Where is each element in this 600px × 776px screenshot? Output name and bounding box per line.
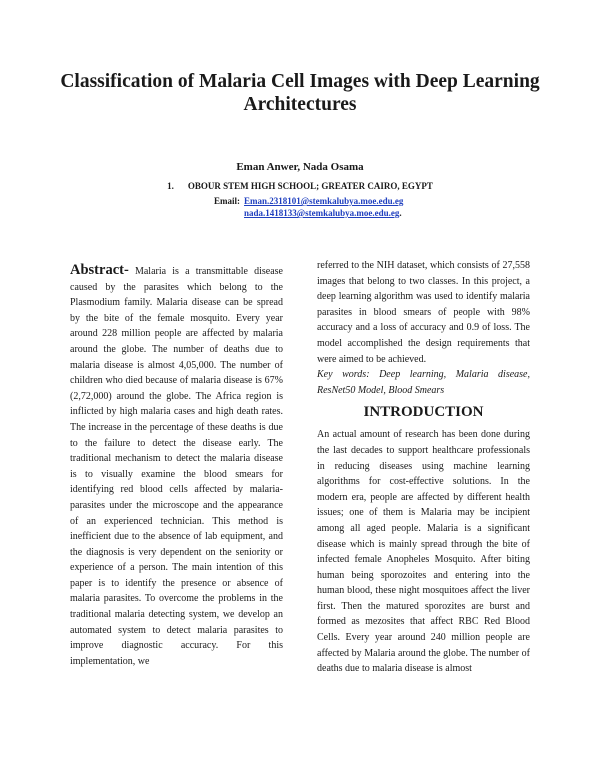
email-link-1[interactable]: Eman.2318101@stemkalubya.moe.edu.eg	[244, 196, 404, 206]
email-link-2[interactable]: nada.1418133@stemkalubya.moe.edu.eg	[244, 208, 400, 218]
abstract-text-left: Malaria is a transmittable disease caused by the parasites which belong to the Plasmodium family. Malaria disease can be spread by the bite of the female mosquito. Every year around 228 million people are affected by malaria around the globe. The number of deaths due to malaria disease is almost 4,05,000. The number of children who died because of malaria disease is 67% (2,72,000) around the globe. The Africa region is inflicted by high malaria cases and high death rates. The increase in the percentage of these deaths is due to the failure to detect the disease early. The traditional mechanism to detect the malaria disease is to visually examine the blood smears for identifying red blood cells affected by malaria-parasites under the microscope and the appearance of an experienced technician. This method is inefficient due to the absence of lab equipment, and the diagnosis is very dependent on the seniority or experience of a person. The main intention of this paper is to identify the presence or absence of malaria parasites. To overcome the problems in the traditional malaria detecting system, we develop an automated system to detect malaria parasites to improve diagnostic accuracy. For this implementation, we	[70, 266, 283, 667]
abstract-paragraph	[70, 263, 283, 669]
abstract-text-right: referred to the NIH dataset, which consists of 27,558 images that belong to two classes. In this project, a deep learning algorithm was used to identify malaria parasites in blood smears of people with 98% accuracy and a loss of accuracy and 0.9 of loss. The model accomplished the design requirements that were aimed to be achieved.	[317, 260, 530, 365]
introduction-heading: INTRODUCTION	[363, 404, 484, 421]
keywords: Key words: Deep learning, Malaria disease, ResNet50 Model, Blood Smears	[317, 369, 530, 396]
email-label: Email:	[214, 196, 240, 206]
email-line-2	[244, 207, 402, 220]
affiliation	[0, 181, 600, 192]
right-column	[317, 258, 530, 677]
paper-title: Classification of Malaria Cell Images with Deep Learning Architectures	[60, 71, 540, 115]
introduction-text: An actual amount of research has been done during the last decades to support healthcare professionals in reducing diseases using machine learning algorithms for cost-effective solutions. In the modern era, people are affected by different health issues; one of them is Malaria may be incipient among all aged people. Malaria is a significant disease which is mainly spread through the bite of infected female Anopheles Mosquito. After biting human being sporozoites and entering into the human blood, these night mosquitoes affect the liver first. Then the matured sporozites are burst and formed as mezosites that affect RBC Red Blood Cells. Every year around 240 million people are affected by Malaria around the globe. The number of deaths due to malaria disease is almost	[317, 429, 530, 675]
abstract-heading: Abstract-	[70, 262, 129, 278]
email-suffix: .	[399, 208, 402, 218]
left-column	[70, 263, 283, 669]
author-names: Eman Anwer, Nada Osama	[236, 161, 364, 173]
affiliation-text: OBOUR STEM HIGH SCHOOL; GREATER CAIRO, EGYPT	[187, 181, 433, 191]
affiliation-number: 1.	[167, 181, 174, 191]
